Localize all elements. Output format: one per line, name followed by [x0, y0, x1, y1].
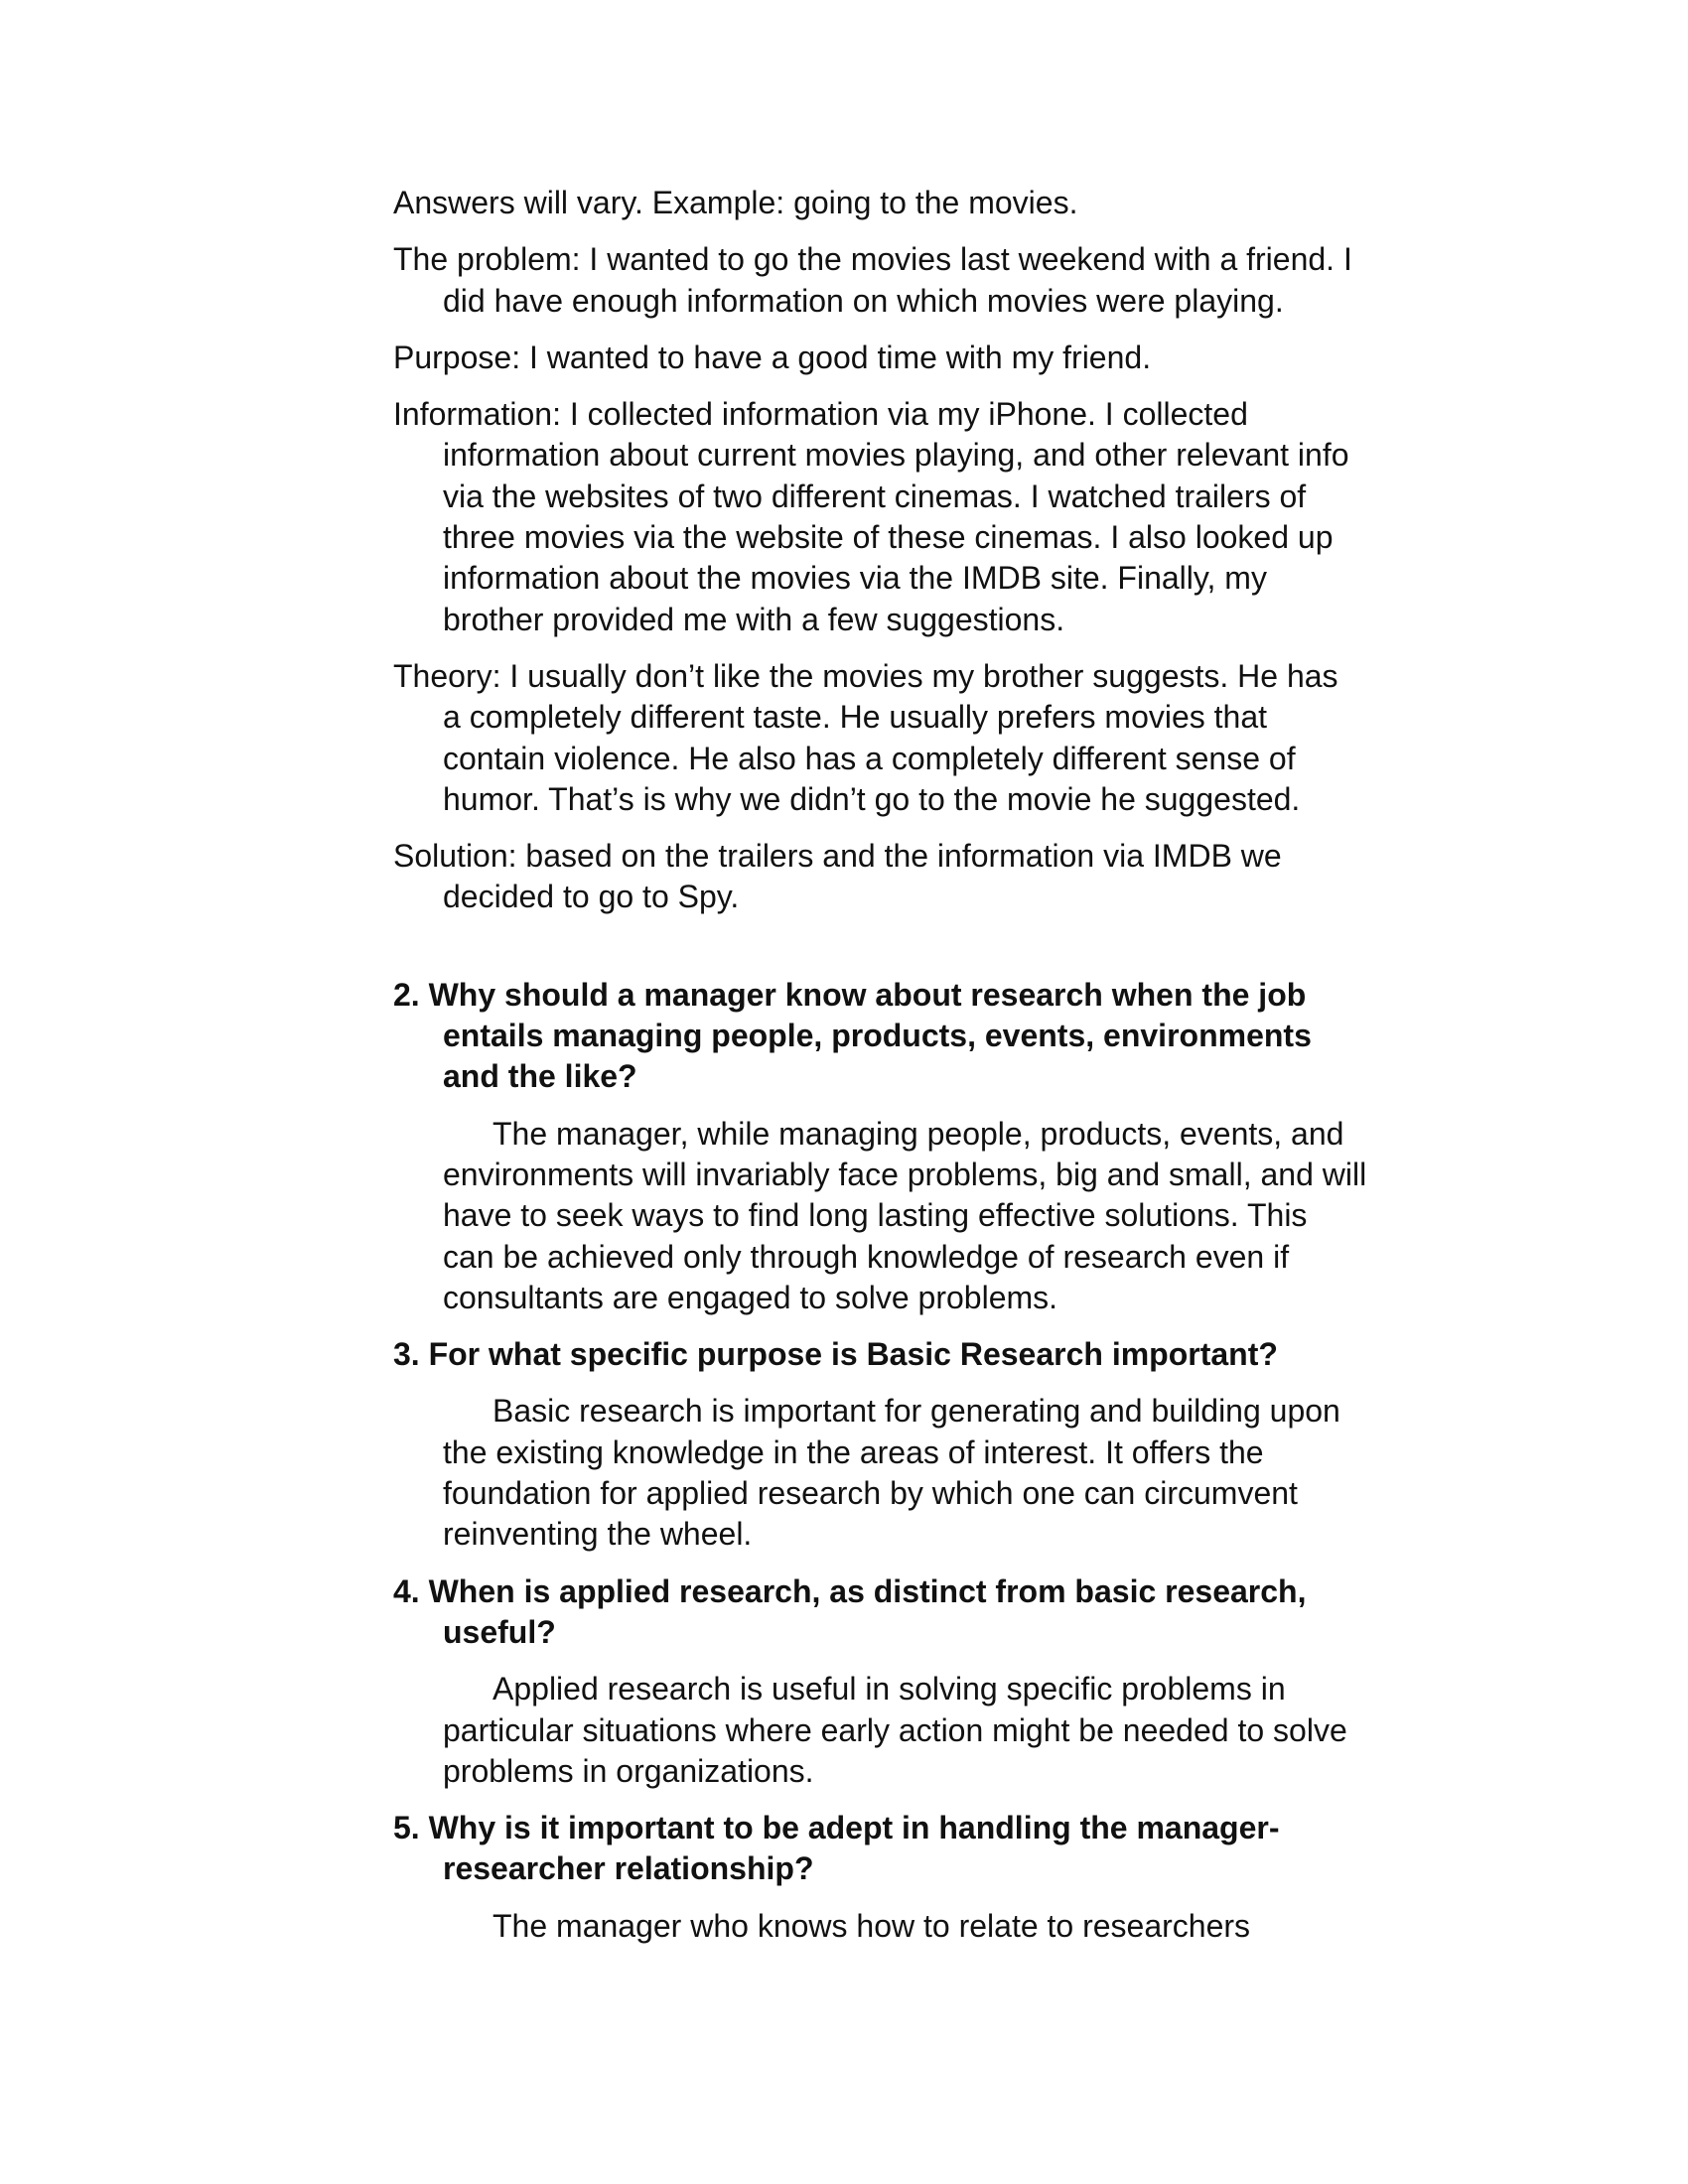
text-line: Theory: I usually don’t like the movies my brother suggests. He has: [393, 657, 1338, 694]
text-line: 2. Why should a manager know about research when the job: [393, 976, 1307, 1013]
text-line: contain violence. He also has a completely different sense of: [443, 740, 1296, 776]
text-line: The manager who knows how to relate to researchers: [492, 1907, 1251, 1944]
text-line: humor. That’s is why we didn’t go to the movie he suggested.: [443, 780, 1301, 817]
solution-paragraph: [393, 836, 1505, 918]
question-5: [393, 1808, 1505, 1890]
question-3: [393, 1334, 1505, 1375]
text-line: did have enough information on which movies were playing.: [443, 282, 1284, 319]
theory-paragraph: [393, 656, 1505, 820]
text-line: a completely different taste. He usually prefers movies that: [443, 699, 1268, 736]
text-line: Purpose: I wanted to have a good time with my friend.: [393, 339, 1152, 375]
text-line: and the like?: [443, 1058, 637, 1095]
purpose-paragraph: [393, 338, 1505, 378]
text-line: particular situations where early action might be needed to solve: [443, 1711, 1347, 1748]
text-line: reinventing the wheel.: [443, 1516, 753, 1553]
text-line: Solution: based on the trailers and the information via IMDB we: [393, 838, 1282, 875]
text-line: environments will invariably face problems, big and small, and will: [443, 1156, 1367, 1192]
text-line: have to seek ways to find long lasting effective solutions. This: [443, 1197, 1308, 1234]
text-line: foundation for applied research by which one can circumvent: [443, 1475, 1298, 1512]
text-line: Applied research is useful in solving specific problems in: [492, 1671, 1286, 1707]
text-line: brother provided me with a few suggestions.: [443, 601, 1065, 637]
text-line: the existing knowledge in the areas of interest. It offers the: [443, 1433, 1264, 1470]
text-line: The problem: I wanted to go the movies last weekend with a friend. I: [393, 241, 1352, 278]
problem-paragraph: [393, 239, 1505, 322]
text-line: The manager, while managing people, products, events, and: [492, 1115, 1344, 1152]
text-line: Answers will vary. Example: going to the movies.: [393, 185, 1078, 220]
text-line: entails managing people, products, events, environments: [443, 1018, 1312, 1054]
intro-paragraph: [393, 183, 1505, 223]
question-4: [393, 1571, 1505, 1654]
text-line: information about current movies playing, and other relevant info: [443, 437, 1349, 474]
text-line: decided to go to Spy.: [443, 879, 740, 915]
text-line: via the websites of two different cinemas. I watched trailers of: [443, 478, 1307, 514]
text-line: researcher relationship?: [443, 1850, 814, 1887]
text-line: 4. When is applied research, as distinct from basic research,: [393, 1572, 1307, 1609]
answer-5: [393, 1906, 1505, 1947]
information-paragraph: [393, 394, 1505, 640]
question-2: [393, 975, 1505, 1098]
text-line: Basic research is important for generating and building upon: [492, 1393, 1340, 1430]
text-line: information about the movies via the IMDB site. Finally, my: [443, 560, 1267, 597]
text-line: three movies via the website of these cinemas. I also looked up: [443, 519, 1334, 556]
text-line: 3. For what specific purpose is Basic Research important?: [393, 1336, 1278, 1373]
answer-3: [393, 1391, 1505, 1555]
text-line: useful?: [443, 1613, 556, 1650]
text-line: problems in organizations.: [443, 1752, 814, 1789]
text-line: Information: I collected information via my iPhone. I collected: [393, 396, 1248, 433]
answer-2: [393, 1114, 1505, 1318]
document-page: [393, 183, 1505, 1963]
text-line: consultants are engaged to solve problems.: [443, 1279, 1058, 1315]
text-line: can be achieved only through knowledge of research even if: [443, 1238, 1290, 1275]
text-line: 5. Why is it important to be adept in handling the manager-: [393, 1810, 1280, 1846]
answer-4: [393, 1669, 1505, 1792]
